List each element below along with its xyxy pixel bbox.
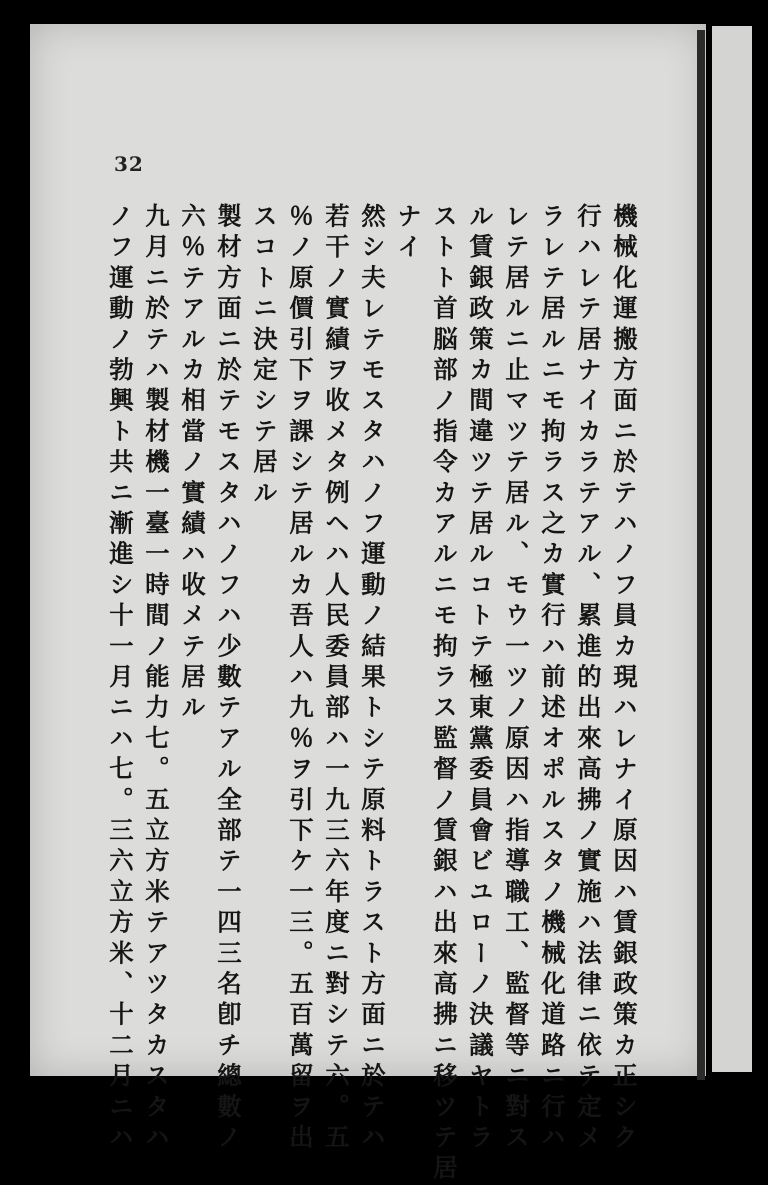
text-column: 機械化運搬方面ニ於テハノフ員カ現ハレナイ原因ハ賃銀政策カ正シク	[609, 203, 638, 1155]
text-column: 六％テアルカ相當ノ實績ハ收メテ居ル	[177, 203, 206, 725]
book-spine	[697, 30, 705, 1080]
text-column: 然シ夫レテモスタハノフ運動ノ結果トシテ原料トラスト方面ニ於テハ	[357, 203, 386, 1155]
text-column: 行ハレテ居ナイカラテアル、累進的出來高拂ノ實施ハ法律ニ依テ定メ	[573, 203, 602, 1155]
text-column: ％ノ原價引下ヲ課シテ居ルカ吾人ハ九％ヲ引下ケ一三。五百萬留ヲ出	[285, 203, 314, 1155]
text-column: スコトニ決定シテ居ル	[249, 203, 278, 510]
text-column: ナイ	[393, 203, 422, 265]
text-column: 若干ノ實績ヲ收メタ例ヘハ人民委員部ハ一九三六年度ニ對シテ六。五	[321, 203, 350, 1155]
vertical-text-body	[103, 203, 640, 1185]
text-column: ル賃銀政策カ間違ツテ居ルコトテ極東黨委員會ビユローノ決議ヤトラ	[465, 203, 494, 1155]
text-column: 九月ニ於テハ製材機一臺一時間ノ能力七。五立方米テアツタカスタハ	[141, 203, 170, 1155]
text-column: ラレテ居ルニモ拘ラス之カ實行ハ前述オポルスタノ機械化道路ニ行ハ	[537, 203, 566, 1155]
adjacent-page-edge	[712, 26, 752, 1072]
text-column: ストト首脳部ノ指令カアルニモ拘ラス監督ノ賃銀ハ出來高拂ニ移ツテ居	[429, 203, 458, 1185]
text-column: レテ居ルニ止マツテ居ル、モウ一ツノ原因ハ指導職工、監督等ニ對ス	[501, 203, 530, 1155]
text-column: 製材方面ニ於テモスタハノフハ少數テアル全部テ一四三名卽チ總數ノ	[213, 203, 242, 1155]
page-number: 32	[114, 152, 144, 176]
text-column: ノフ運動ノ勃興ト共ニ漸進シ十一月ニハ七。三六立方米、十二月ニハ	[105, 203, 134, 1155]
